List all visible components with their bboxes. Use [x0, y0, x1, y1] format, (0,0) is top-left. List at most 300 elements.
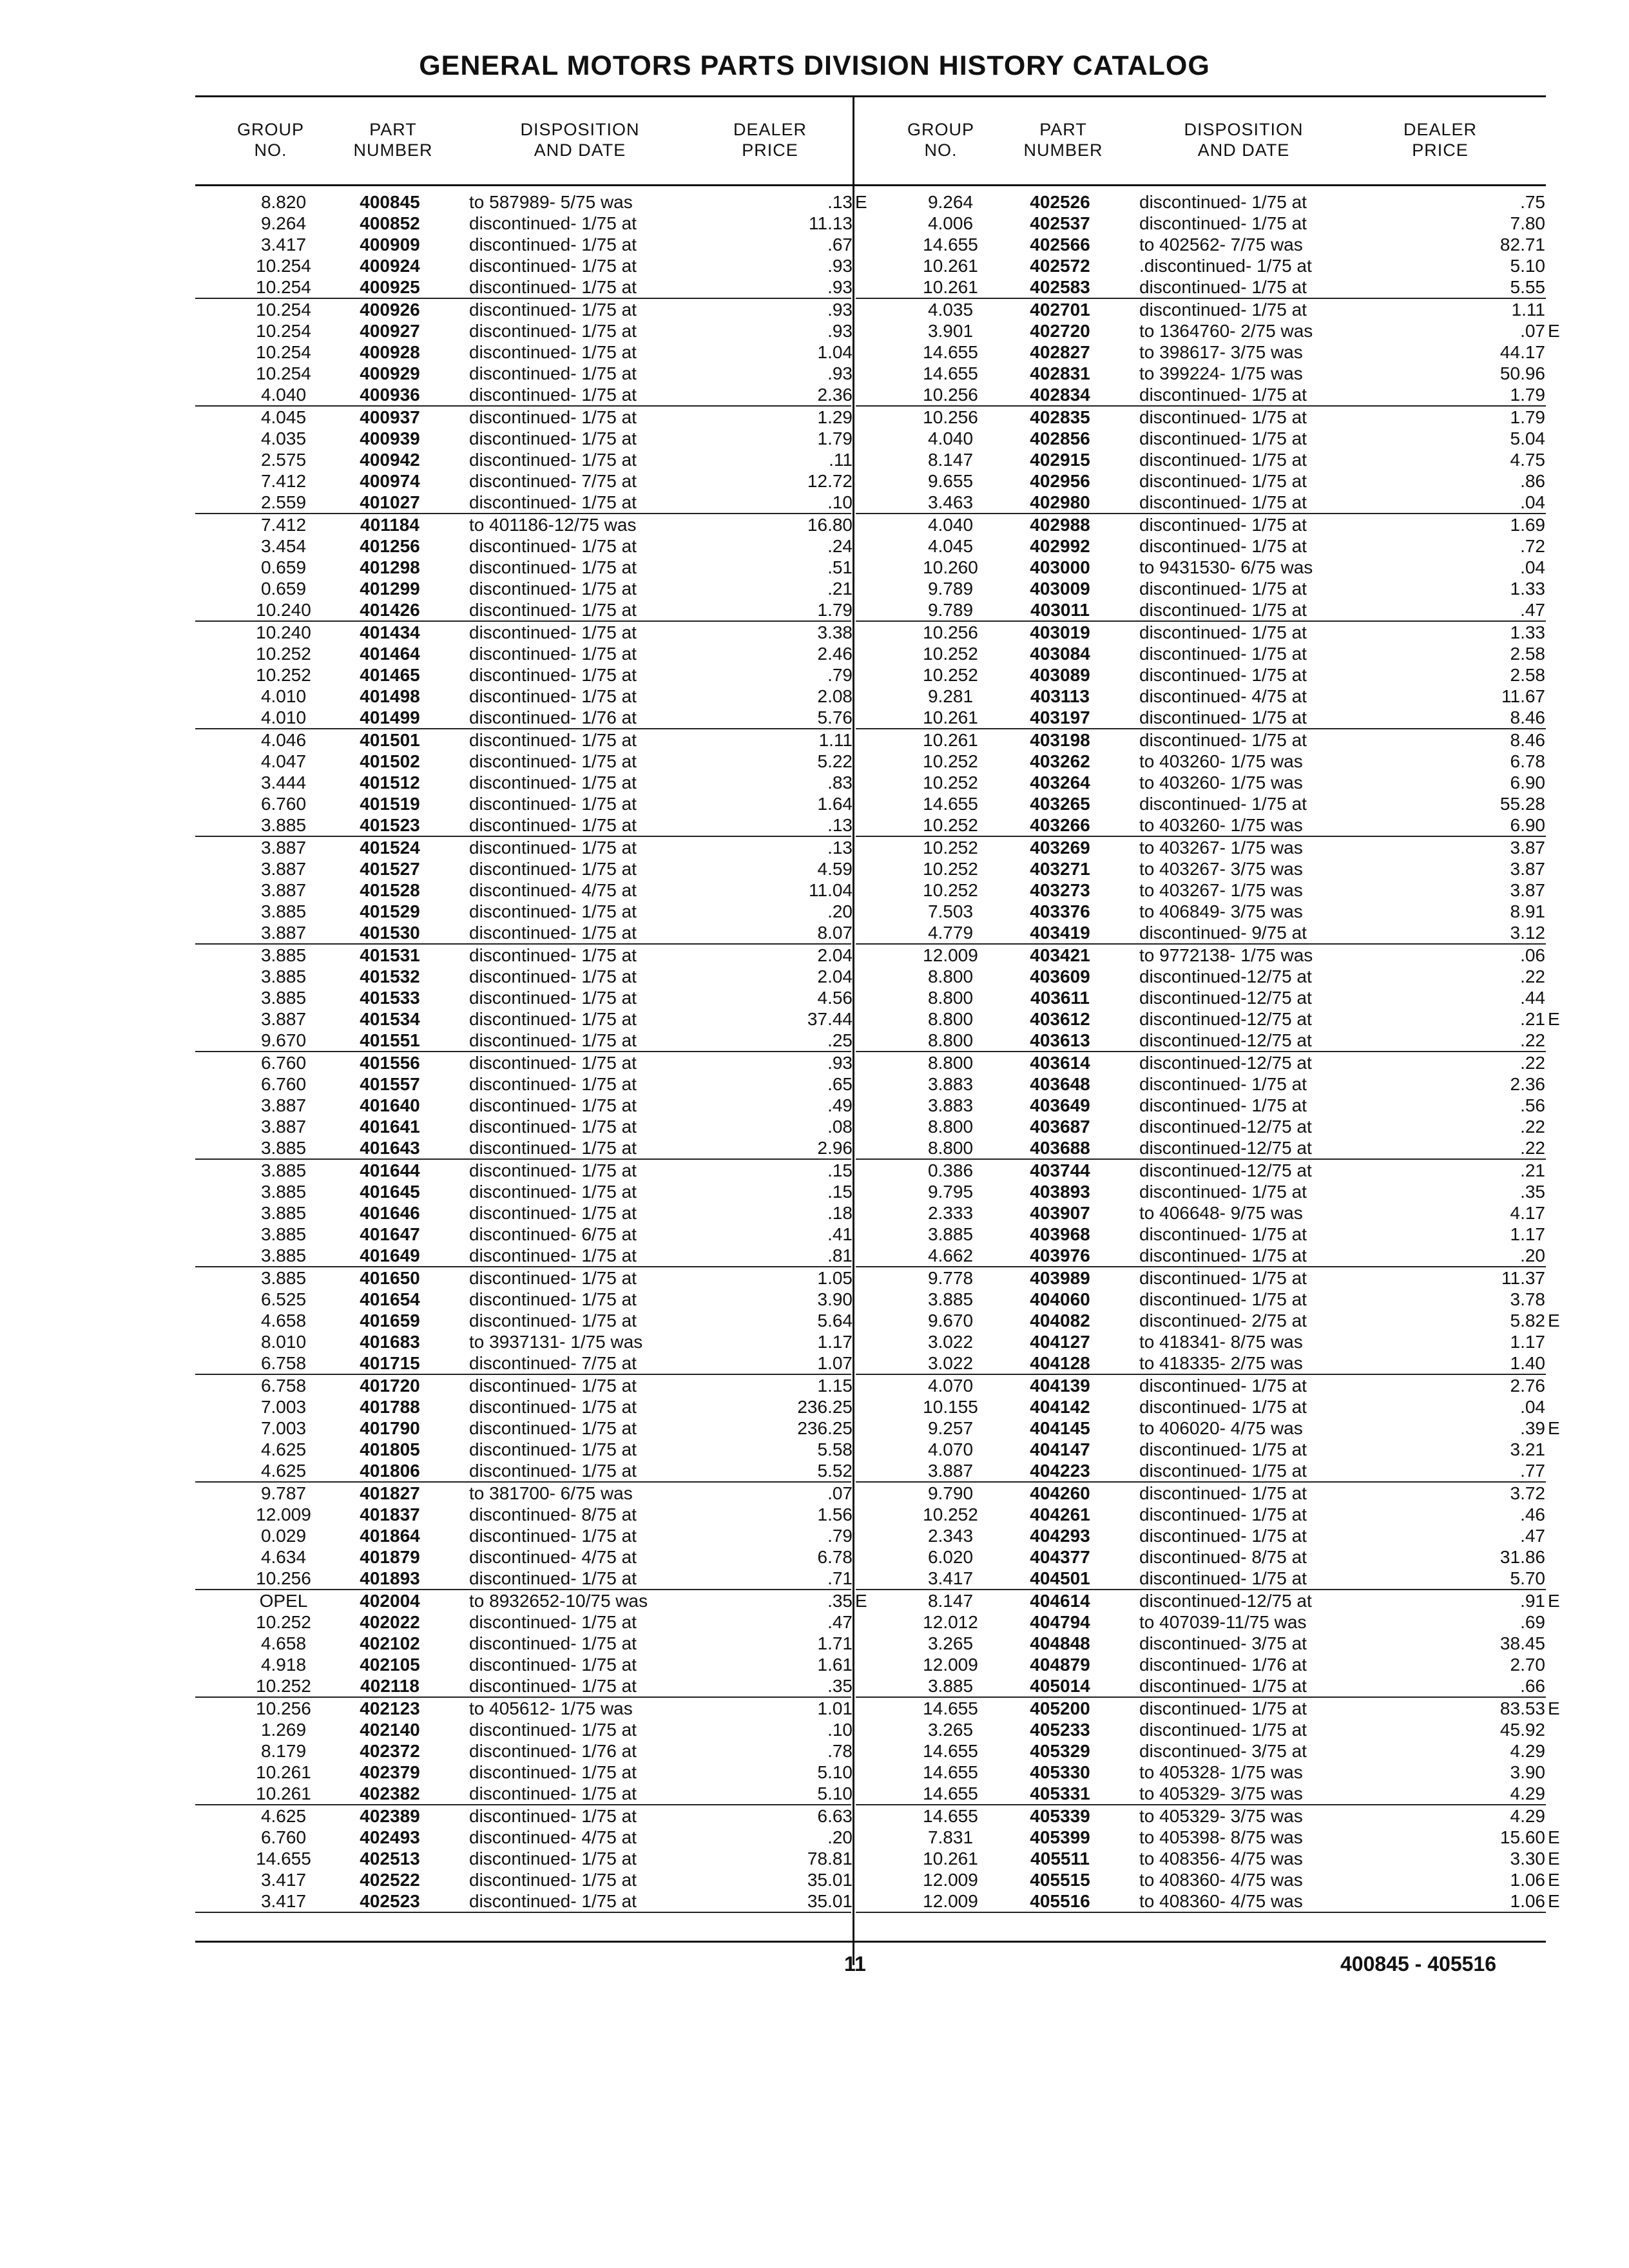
dealer-price: 2.08	[817, 686, 853, 706]
part-number: 401641	[360, 1117, 420, 1137]
dealer-price: .81	[827, 1245, 853, 1265]
table-row	[195, 1008, 851, 1030]
disposition: discontinued- 1/75 at	[469, 686, 637, 706]
top-rule	[195, 95, 1546, 97]
table-row	[856, 341, 1546, 363]
dealer-price: 2.04	[817, 966, 853, 986]
dealer-price: 5.55	[1510, 277, 1545, 297]
dealer-price: .21 E	[1520, 1009, 1560, 1029]
table-row	[195, 320, 851, 341]
table-row	[856, 1181, 1546, 1202]
group-no: 7.831	[927, 1827, 974, 1847]
part-number: 404082	[1030, 1311, 1090, 1331]
group-no: 10.252	[923, 1504, 978, 1524]
disposition: discontinued- 1/75 at	[469, 235, 637, 255]
part-number: 401519	[360, 794, 420, 814]
dealer-price: 82.71	[1499, 235, 1545, 255]
table-row	[856, 1008, 1560, 1030]
dealer-price: 6.78	[1510, 751, 1545, 771]
dealer-price: 2.70	[1510, 1655, 1545, 1675]
group-no: 0.029	[260, 1526, 307, 1546]
table-row	[856, 1633, 1546, 1654]
part-number: 403089	[1030, 665, 1090, 685]
table-row	[856, 622, 1546, 643]
table-row	[195, 1160, 851, 1181]
disposition: discontinued- 1/75 at	[1139, 1074, 1307, 1094]
table-row	[856, 837, 1546, 858]
part-number: 405330	[1030, 1762, 1090, 1782]
part-number: 401530	[360, 923, 420, 943]
disposition: discontinued- 1/75 at	[469, 300, 637, 320]
group-no: 14.655	[923, 1806, 978, 1826]
disposition: to 9431530- 6/75 was	[1139, 557, 1313, 577]
group-no: 4.658	[260, 1311, 307, 1331]
part-number: 404794	[1030, 1612, 1090, 1632]
table-row	[856, 858, 1546, 879]
group-no: 9.787	[260, 1483, 307, 1503]
table-row	[195, 729, 851, 751]
disposition: to 403267- 1/75 was	[1139, 880, 1303, 900]
group-no: 4.779	[927, 923, 974, 943]
group-no: 4.010	[260, 707, 307, 727]
dealer-price: .20	[1520, 1245, 1545, 1265]
disposition: discontinued- 1/75 at	[469, 277, 637, 297]
disposition: discontinued- 1/75 at	[1139, 622, 1307, 642]
dealer-price: .66	[1520, 1676, 1545, 1696]
disposition: discontinued- 8/75 at	[1139, 1547, 1307, 1567]
disposition: discontinued- 1/75 at	[1139, 1504, 1307, 1524]
table-row	[195, 470, 851, 492]
disposition: discontinued- 1/75 at	[1139, 428, 1307, 448]
dealer-price: 1.40	[1510, 1353, 1545, 1373]
table-row	[856, 1762, 1546, 1783]
table-row	[856, 1805, 1546, 1827]
group-no: 3.885	[260, 815, 307, 835]
group-no: 12.009	[923, 1870, 978, 1890]
table-row	[195, 1483, 851, 1504]
part-number: 403419	[1030, 923, 1090, 943]
disposition: discontinued- 1/75 at	[469, 1289, 637, 1309]
part-number: 403198	[1030, 730, 1090, 750]
disposition: discontinued- 1/75 at	[469, 213, 637, 233]
disposition: discontinued- 1/75 at	[469, 1138, 637, 1158]
part-number: 403269	[1030, 838, 1090, 858]
part-number: 401788	[360, 1397, 420, 1417]
table-row	[856, 643, 1546, 664]
group-no: 10.252	[923, 644, 978, 664]
group-no: 3.887	[260, 1095, 307, 1115]
dealer-price: 1.64	[817, 794, 853, 814]
disposition: to 9772138- 1/75 was	[1139, 945, 1313, 965]
disposition: discontinued- 1/75 at	[469, 923, 637, 943]
disposition: discontinued- 1/75 at	[1139, 730, 1307, 750]
table-row	[856, 470, 1546, 492]
group-no: 4.625	[260, 1439, 307, 1459]
disposition: discontinued- 1/75 at	[469, 321, 637, 341]
dealer-price: 1.56	[817, 1504, 853, 1524]
part-number: 404145	[1030, 1418, 1090, 1438]
disposition: discontinued- 1/75 at	[1139, 1439, 1307, 1459]
part-number: 401299	[360, 579, 420, 599]
dealer-price: 1.79	[817, 428, 853, 448]
table-row	[856, 987, 1546, 1008]
dealer-price: 1.33	[1510, 622, 1545, 642]
dealer-price: .22	[1520, 1117, 1545, 1137]
dealer-price: 35.01	[807, 1891, 853, 1911]
part-number: 402123	[360, 1698, 420, 1718]
disposition: discontinued- 1/75 at	[1139, 1245, 1307, 1265]
part-number: 401528	[360, 880, 420, 900]
part-number: 400929	[360, 363, 420, 383]
header-group-right: GROUP NO.	[907, 120, 974, 160]
table-row	[195, 1052, 851, 1073]
footer-rule	[195, 1941, 1546, 1943]
group-no: 10.256	[256, 1568, 311, 1588]
table-row	[195, 1633, 851, 1654]
disposition: to 418341- 8/75 was	[1139, 1332, 1303, 1352]
part-number: 404260	[1030, 1483, 1090, 1503]
group-no: 3.885	[260, 1138, 307, 1158]
group-no: 3.417	[260, 1870, 307, 1890]
group-no: 10.261	[923, 707, 978, 727]
table-row	[195, 1030, 851, 1052]
disposition: discontinued- 1/75 at	[469, 1633, 637, 1653]
table-row	[195, 1568, 851, 1590]
part-number: 401532	[360, 966, 420, 986]
part-number: 402022	[360, 1612, 420, 1632]
part-number: 401499	[360, 707, 420, 727]
group-no: 14.655	[256, 1849, 311, 1869]
dealer-price: 2.04	[817, 945, 853, 965]
group-no: 9.670	[260, 1030, 307, 1050]
part-number: 401650	[360, 1268, 420, 1288]
group-no: 6.760	[260, 1074, 307, 1094]
dealer-price: .69	[1520, 1612, 1545, 1632]
table-row	[195, 1331, 851, 1352]
disposition: discontinued- 1/75 at	[1139, 515, 1307, 535]
part-number: 401298	[360, 557, 420, 577]
disposition: discontinued- 1/75 at	[469, 385, 637, 405]
disposition: discontinued- 1/75 at	[469, 838, 637, 858]
dealer-price: .39 E	[1520, 1418, 1560, 1438]
part-number: 402379	[360, 1762, 420, 1782]
part-number: 401647	[360, 1224, 420, 1244]
disposition: to 402562- 7/75 was	[1139, 235, 1303, 255]
group-no: 3.887	[260, 880, 307, 900]
part-number: 401806	[360, 1461, 420, 1481]
dealer-price: 1.17	[1510, 1332, 1545, 1352]
group-no: 3.885	[260, 1224, 307, 1244]
table-row	[856, 1827, 1560, 1848]
disposition: discontinued- 1/75 at	[469, 407, 637, 427]
disposition: discontinued- 1/75 at	[469, 600, 637, 620]
disposition: discontinued- 1/75 at	[1139, 1095, 1307, 1115]
dealer-price: .79	[827, 1526, 853, 1546]
group-no: 0.386	[927, 1160, 974, 1180]
group-no: 12.012	[923, 1612, 978, 1632]
disposition: discontinued- 1/75 at	[469, 966, 637, 986]
group-no: 1.269	[260, 1720, 307, 1740]
dealer-price: .65	[827, 1074, 853, 1094]
group-no: 9.789	[927, 600, 974, 620]
table-row	[195, 1137, 851, 1160]
disposition: discontinued- 4/75 at	[1139, 686, 1307, 706]
dealer-price: 5.82 E	[1510, 1311, 1560, 1331]
group-no: 4.662	[927, 1245, 974, 1265]
dealer-price: .18	[827, 1203, 853, 1223]
part-number: 401649	[360, 1245, 420, 1265]
group-no: 6.760	[260, 1053, 307, 1073]
part-number: 403609	[1030, 966, 1090, 986]
group-no: 14.655	[923, 342, 978, 362]
part-number: 404128	[1030, 1353, 1090, 1373]
disposition: discontinued- 6/75 at	[469, 1224, 637, 1244]
table-row	[856, 901, 1546, 922]
part-number: 401523	[360, 815, 420, 835]
dealer-price: .49	[827, 1095, 853, 1115]
group-no: 3.885	[260, 988, 307, 1008]
dealer-price: 1.11	[1511, 300, 1545, 320]
part-number: 404127	[1030, 1332, 1090, 1352]
table-row	[195, 1504, 851, 1525]
dealer-price: 1.07	[817, 1353, 853, 1373]
table-row	[856, 814, 1546, 837]
table-row	[856, 1675, 1546, 1698]
dealer-price: .41	[827, 1224, 853, 1244]
part-number: 403265	[1030, 794, 1090, 814]
group-no: 3.463	[927, 492, 974, 512]
group-no: 10.254	[256, 321, 311, 341]
part-number: 403893	[1030, 1182, 1090, 1202]
dealer-price: 1.71	[817, 1633, 853, 1653]
dealer-price: .67	[827, 235, 853, 255]
table-row	[856, 1439, 1546, 1460]
group-no: 3.887	[260, 1117, 307, 1137]
table-row	[195, 772, 851, 793]
part-number: 403019	[1030, 622, 1090, 642]
group-no: 10.254	[256, 342, 311, 362]
part-number: 401805	[360, 1439, 420, 1459]
group-no: 10.252	[923, 838, 978, 858]
dealer-price: 3.90	[817, 1289, 853, 1309]
dealer-price: 2.58	[1510, 665, 1545, 685]
disposition: discontinued- 7/75 at	[469, 471, 637, 491]
disposition: discontinued- 1/75 at	[469, 815, 637, 835]
dealer-price: .78	[827, 1741, 853, 1761]
part-number: 402537	[1030, 213, 1090, 233]
group-no: 9.281	[927, 686, 974, 706]
header-price-right: DEALER PRICE	[1403, 120, 1478, 160]
dealer-price: 2.46	[817, 644, 853, 664]
table-row	[856, 384, 1546, 407]
group-no: 10.256	[923, 622, 978, 642]
dealer-price: 38.45	[1499, 1633, 1545, 1653]
table-row	[856, 1116, 1546, 1137]
part-number: 403648	[1030, 1074, 1090, 1094]
part-number: 401527	[360, 859, 420, 879]
dealer-price: .04	[1520, 1397, 1545, 1417]
disposition: discontinued- 1/75 at	[1139, 794, 1307, 814]
table-row	[856, 1030, 1546, 1052]
disposition: to 408356- 4/75 was	[1139, 1849, 1303, 1869]
dealer-price: .04	[1520, 492, 1545, 512]
group-no: 8.179	[260, 1741, 307, 1761]
part-number: 401256	[360, 536, 420, 556]
part-number: 403687	[1030, 1117, 1090, 1137]
table-row	[195, 449, 851, 470]
dealer-price: 1.04	[817, 342, 853, 362]
part-number: 401715	[360, 1353, 420, 1373]
column-divider	[853, 95, 854, 1965]
group-no: 14.655	[923, 1698, 978, 1718]
group-no: 8.147	[927, 450, 974, 470]
dealer-price: 6.63	[817, 1806, 853, 1826]
header-part-left: PART NUMBER	[353, 120, 433, 160]
part-number: 404142	[1030, 1397, 1090, 1417]
disposition: discontinued- 1/75 at	[469, 751, 637, 771]
dealer-price: .11	[829, 450, 853, 470]
table-row	[195, 255, 851, 276]
group-no: 4.006	[927, 213, 974, 233]
disposition: discontinued- 4/75 at	[469, 1827, 637, 1847]
disposition: to 405612- 1/75 was	[469, 1698, 633, 1718]
disposition: discontinued-12/75 at	[1139, 988, 1312, 1008]
group-no: 10.256	[923, 407, 978, 427]
dealer-price: 7.80	[1510, 213, 1545, 233]
disposition: discontinued- 1/75 at	[469, 988, 637, 1008]
dealer-price: 8.46	[1510, 730, 1545, 750]
dealer-price: .72	[1520, 536, 1545, 556]
disposition: discontinued- 1/75 at	[469, 1009, 637, 1029]
dealer-price: .13	[827, 815, 853, 835]
table-row	[856, 945, 1546, 966]
group-no: 3.887	[260, 1009, 307, 1029]
group-no: 3.885	[260, 966, 307, 986]
group-no: 10.256	[923, 385, 978, 405]
group-no: 10.252	[923, 773, 978, 793]
disposition: discontinued- 1/75 at	[469, 1095, 637, 1115]
dealer-price: .13	[827, 838, 853, 858]
disposition: to 587989- 5/75 was	[469, 192, 633, 212]
disposition: discontinued- 1/75 at	[469, 859, 637, 879]
disposition: discontinued- 1/75 at	[469, 256, 637, 276]
table-row	[195, 1418, 851, 1439]
part-number: 401827	[360, 1483, 420, 1503]
part-number: 405399	[1030, 1827, 1090, 1847]
part-number: 402980	[1030, 492, 1090, 512]
table-row	[195, 299, 851, 320]
group-no: 3.887	[260, 923, 307, 943]
dealer-price: 1.79	[1510, 407, 1545, 427]
table-row	[856, 1267, 1546, 1289]
disposition: discontinued- 1/75 at	[469, 1311, 637, 1331]
group-no: 3.454	[260, 536, 307, 556]
part-number: 401534	[360, 1009, 420, 1029]
disposition: discontinued- 1/76 at	[1139, 1655, 1307, 1675]
disposition: discontinued- 1/75 at	[469, 1891, 637, 1911]
disposition: discontinued- 1/75 at	[1139, 385, 1307, 405]
dealer-price: 5.10	[817, 1762, 853, 1782]
part-number: 402372	[360, 1741, 420, 1761]
disposition: to 401186-12/75 was	[469, 515, 637, 535]
table-row	[856, 793, 1546, 814]
part-number: 401720	[360, 1376, 420, 1396]
dealer-price: .93	[827, 277, 853, 297]
table-row	[856, 1848, 1560, 1869]
part-number: 400852	[360, 213, 420, 233]
group-no: 8.147	[927, 1591, 974, 1611]
table-row	[195, 966, 851, 987]
disposition: discontinued- 1/75 at	[469, 901, 637, 921]
header-disposition-right: DISPOSITION AND DATE	[1184, 120, 1304, 160]
table-row	[195, 1740, 851, 1762]
dealer-price: 16.80	[807, 515, 853, 535]
group-no: 10.240	[256, 622, 311, 642]
part-number: 404293	[1030, 1526, 1090, 1546]
disposition: discontinued-12/75 at	[1139, 1117, 1312, 1137]
group-no: 10.254	[256, 277, 311, 297]
table-row	[856, 299, 1546, 320]
group-no: 2.559	[260, 492, 307, 512]
table-row	[195, 492, 851, 514]
disposition: discontinued- 1/76 at	[469, 707, 637, 727]
disposition: discontinued- 1/75 at	[469, 1245, 637, 1265]
part-number: 403744	[1030, 1160, 1090, 1180]
table-row	[195, 276, 851, 299]
part-number: 403264	[1030, 773, 1090, 793]
table-row	[195, 837, 851, 858]
dealer-price: 5.22	[817, 751, 853, 771]
dealer-price: .20	[827, 1827, 853, 1847]
table-row	[856, 255, 1546, 276]
dealer-price: 44.17	[1499, 342, 1545, 362]
disposition: discontinued- 1/75 at	[469, 1849, 637, 1869]
dealer-price: .56	[1520, 1095, 1545, 1115]
group-no: 10.261	[256, 1762, 311, 1782]
part-number: 400939	[360, 428, 420, 448]
dealer-price: 12.72	[807, 471, 853, 491]
dealer-price: 8.07	[817, 923, 853, 943]
disposition: discontinued- 1/75 at	[1139, 277, 1307, 297]
disposition: to 407039-11/75 was	[1139, 1612, 1307, 1632]
disposition: discontinued- 1/75 at	[469, 363, 637, 383]
table-row	[856, 1890, 1560, 1913]
part-number: 401864	[360, 1526, 420, 1546]
dealer-price: 8.91	[1510, 901, 1545, 921]
table-row	[195, 1245, 851, 1267]
disposition: discontinued-12/75 at	[1139, 1591, 1312, 1611]
dealer-price: 2.96	[817, 1138, 853, 1158]
part-number: 403989	[1030, 1268, 1090, 1288]
table-row	[856, 1224, 1546, 1245]
group-no: 4.625	[260, 1806, 307, 1826]
part-number: 403612	[1030, 1009, 1090, 1029]
dealer-price: .24	[827, 536, 853, 556]
group-no: 10.261	[923, 1849, 978, 1869]
dealer-price: .44	[1520, 988, 1545, 1008]
part-number: 401184	[360, 515, 419, 535]
header-group-left: GROUP NO.	[236, 120, 304, 160]
dealer-price: 11.37	[1501, 1268, 1545, 1288]
group-no: 0.659	[260, 557, 307, 577]
group-no: 3.265	[927, 1720, 974, 1740]
part-number: 403613	[1030, 1030, 1090, 1050]
part-number: 401464	[360, 644, 420, 664]
table-row	[195, 1095, 851, 1116]
disposition: discontinued- 1/75 at	[469, 536, 637, 556]
dealer-price: .93	[827, 363, 853, 383]
disposition: to 405398- 8/75 was	[1139, 1827, 1303, 1847]
